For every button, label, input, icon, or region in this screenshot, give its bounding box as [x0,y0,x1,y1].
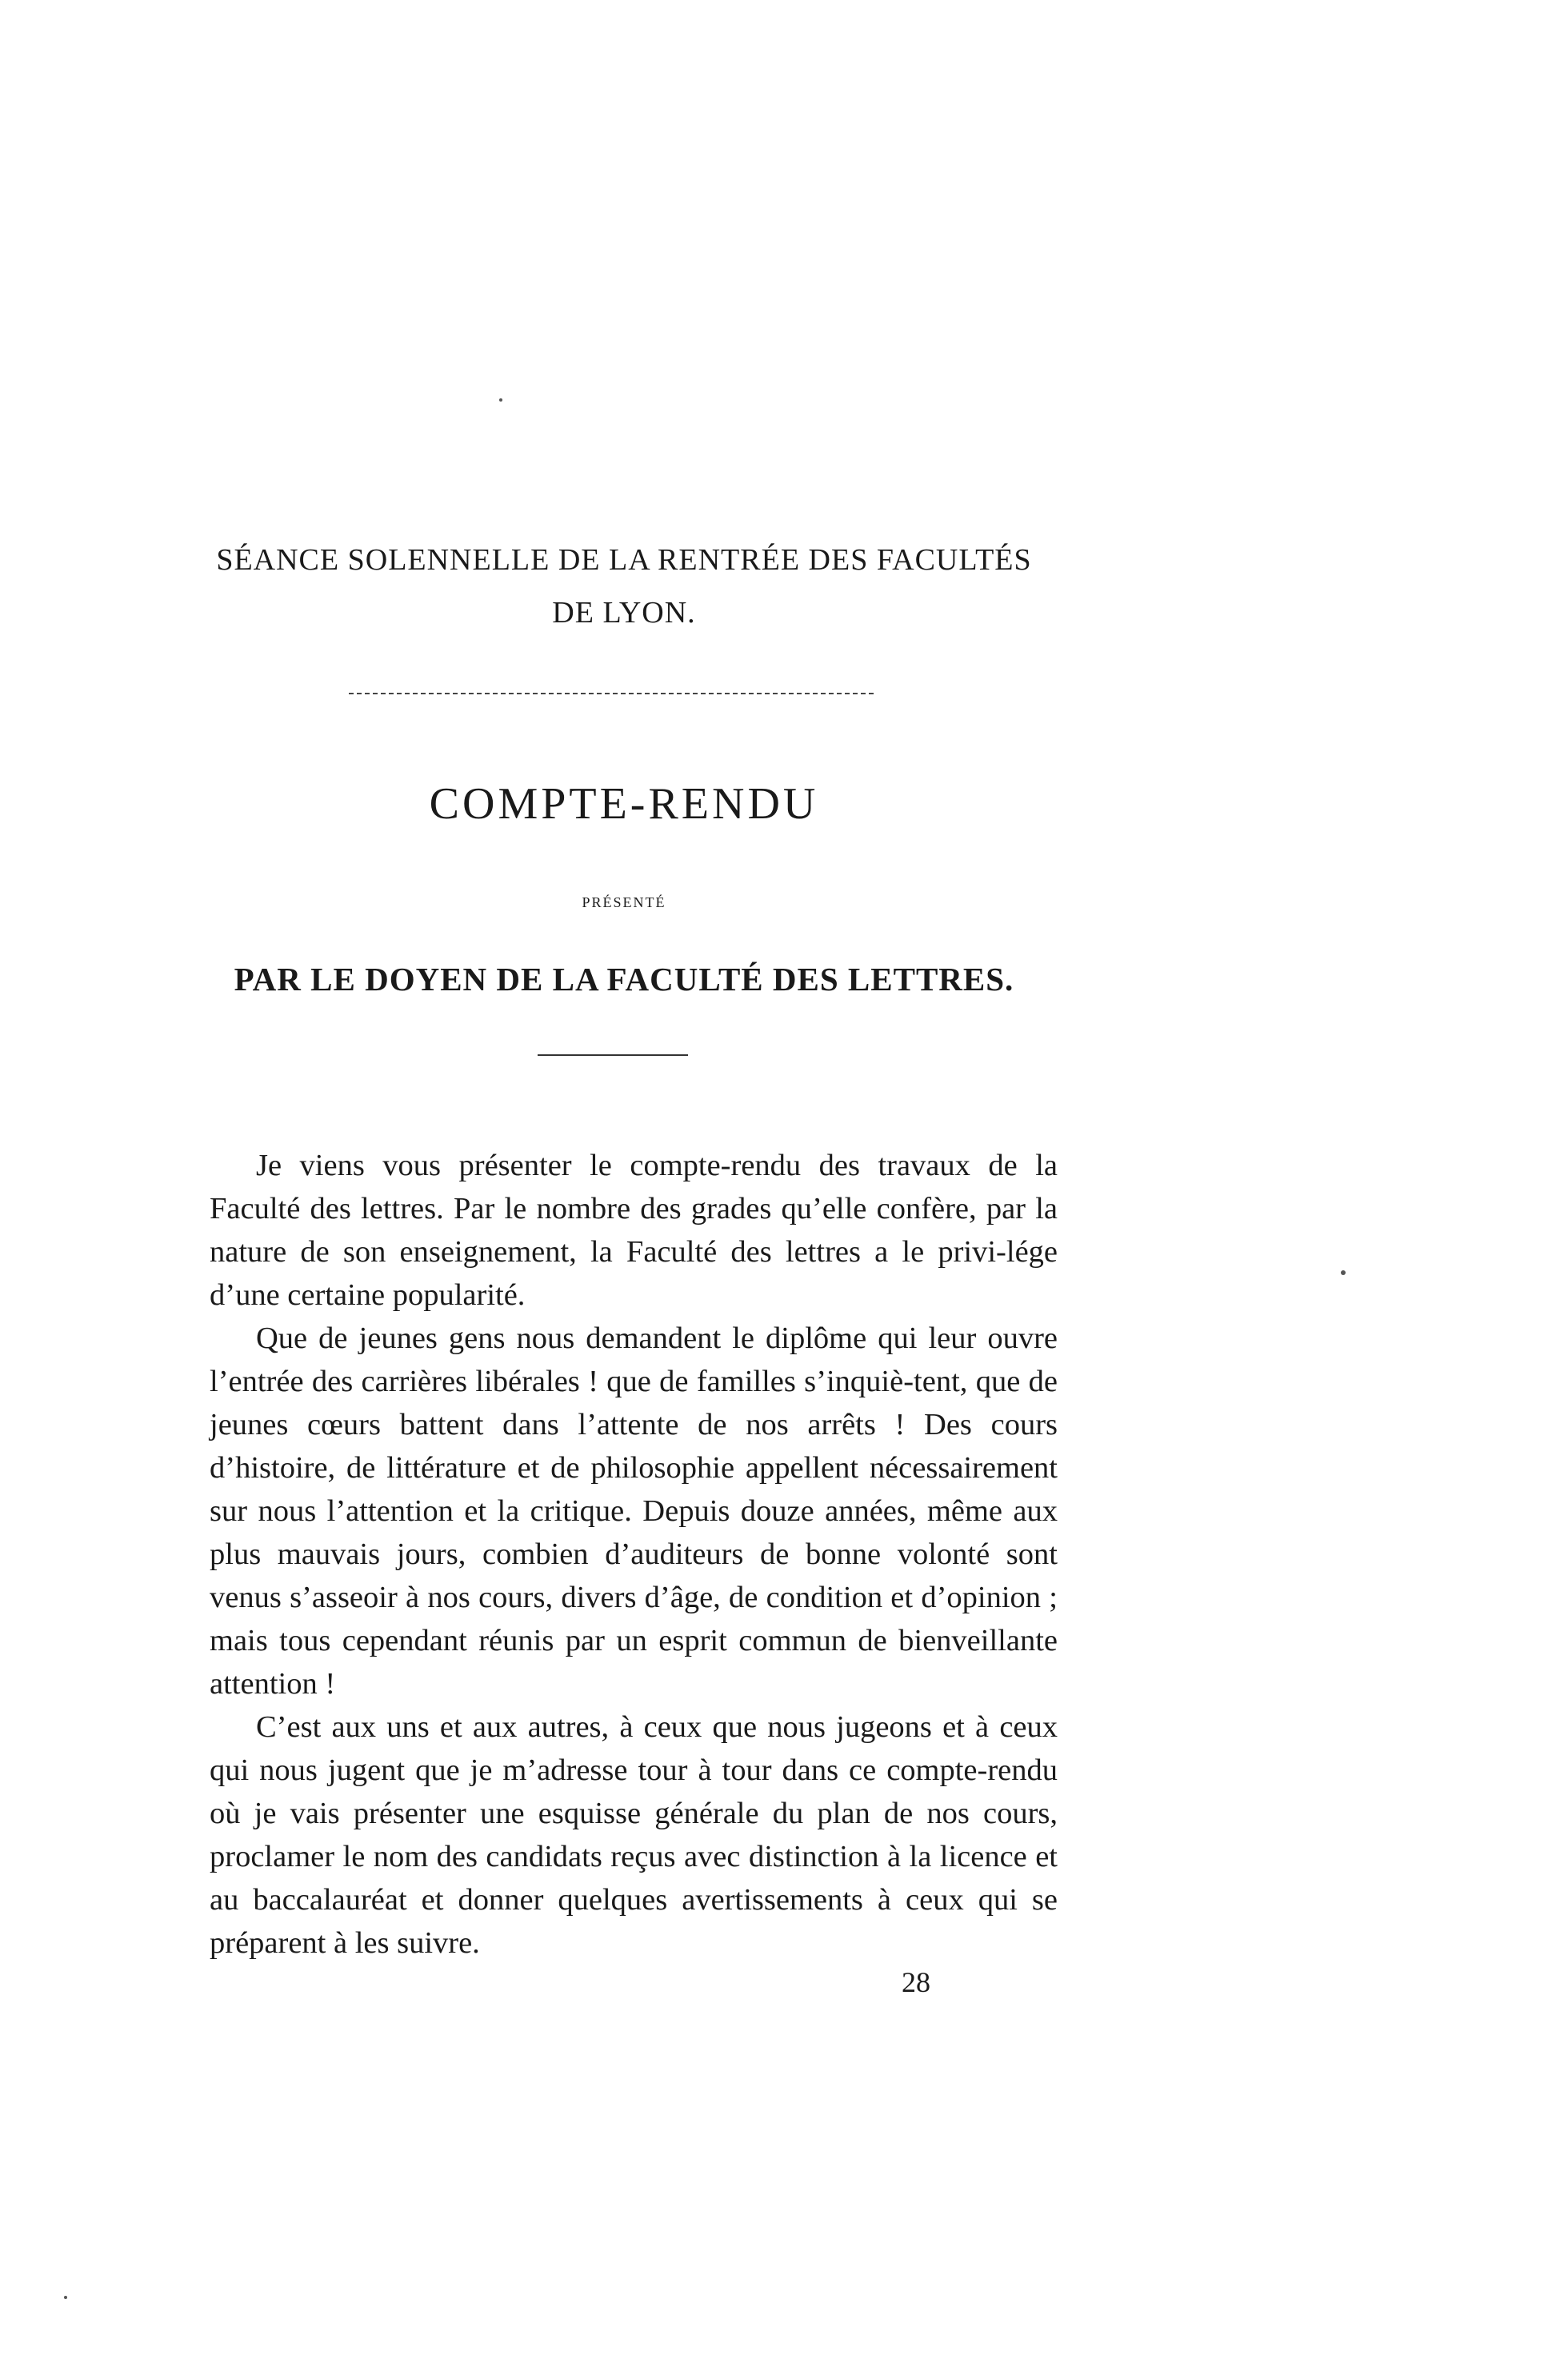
paragraph-2: Que de jeunes gens nous demandent le diplôme qui leur ouvre l’entrée des carrières libérales ! que de familles s’inquiè-tent, que de jeunes cœurs battent dans l’attente de nos arrêts ! Des cours d’histoire, de littérature et de philosophie appellent nécessairement sur nous l’attention et la critique. Depuis douze années, même aux plus mauvais jours, combien d’auditeurs de bonne volonté sont venus s’asseoir à nos cours, divers d’âge, de condition et d’opinion ; mais tous cependant réunis par un esprit commun de bienveillante attention ! [210,1321,1058,1701]
header-line-2: DE LYON. [552,596,696,630]
section-heading: PAR LE DOYEN DE LA FACULTÉ DES LETTRES. [234,961,1014,998]
page-number: 28 [902,1966,930,1998]
paragraph-1: Je viens vous présenter le compte-rendu des travaux de la Faculté des lettres. Par le nombre des grades qu’elle confère, par la nature de son enseignement, la Faculté des lettres a le privi-lége d’une certaine popularité. [210,1149,1058,1312]
scan-speck [64,2296,67,2299]
heading-divider [538,1054,688,1056]
document-subtitle: PRÉSENTÉ [582,894,666,910]
header-line-1: SÉANCE SOLENNELLE DE LA RENTRÉE DES FACULTÉS [216,543,1032,577]
paragraph-3: C’est aux uns et aux autres, à ceux que nous jugeons et à ceux qui nous jugent que je m’adresse tour à tour dans ce compte-rendu où je vais présenter une esquisse générale du plan de nos cours, proclamer le nom des candidats reçus avec distinction à la licence et au baccalauréat et donner quelques avertissements à ceux qui se préparent à les suivre. [210,1710,1058,1960]
body-text [210,1144,1058,1965]
scan-speck [499,398,502,402]
document-title: COMPTE-RENDU [429,779,819,829]
header-divider [349,693,874,694]
scan-speck [1341,1270,1346,1275]
